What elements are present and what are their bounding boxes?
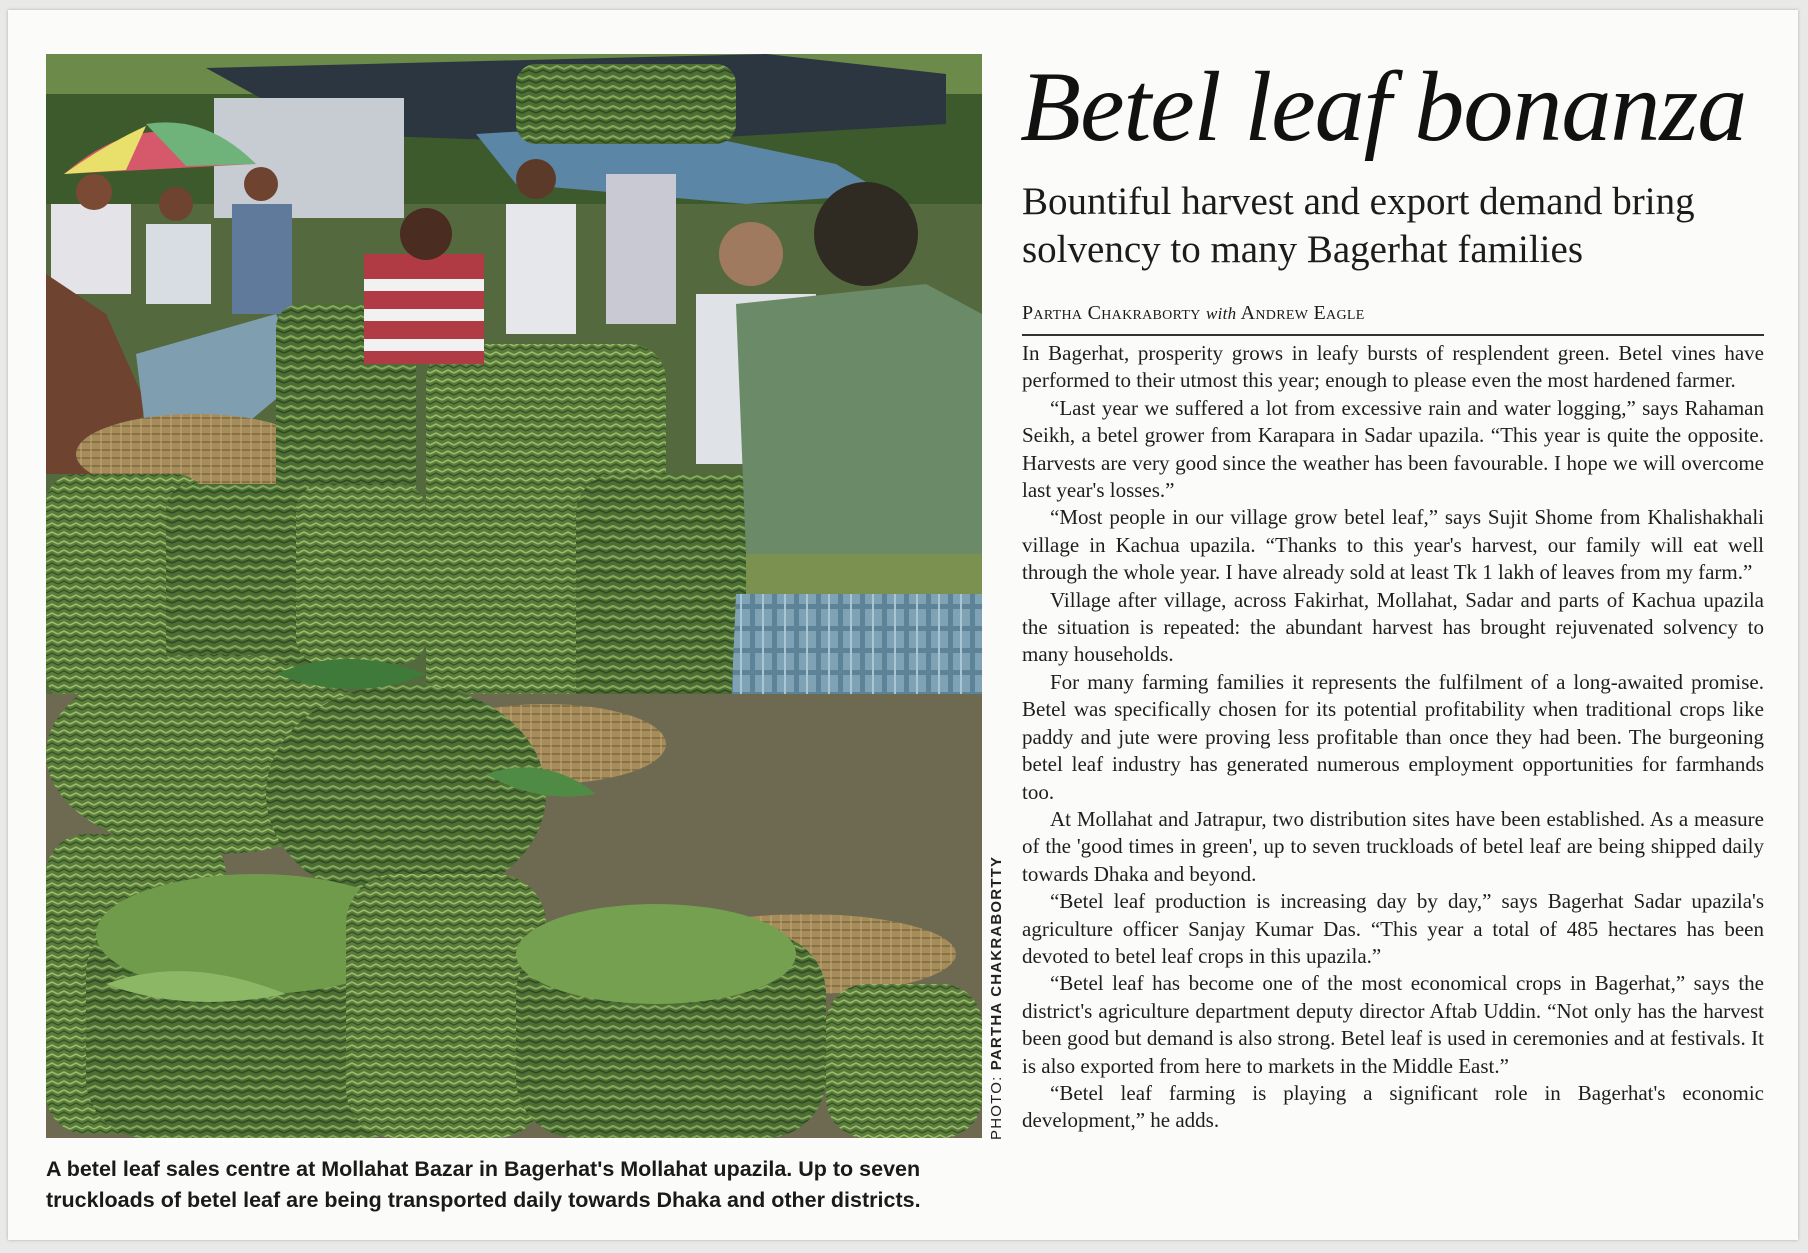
photo-caption: A betel leaf sales centre at Mollahat Bazar in Bagerhat's Mollahat upazila. Up to seven truckloads of betel leaf are being transported daily towards Dhaka and other districts. (46, 1157, 921, 1212)
article-headline: Betel leaf bonanza (1020, 51, 1747, 162)
byline-author: Partha Chakraborty (1022, 302, 1201, 324)
article-paragraph: Village after village, across Fakirhat, Mollahat, Sadar and parts of Kachua upazila the situation is repeated: the abundant harvest has brought rejuvenated solvency to many households. (1022, 587, 1764, 667)
article-paragraph: “Betel leaf farming is playing a significant role in Bagerhat's economic development,” he adds. (1022, 1080, 1764, 1133)
photo-credit (988, 855, 1008, 1140)
newspaper-page (8, 10, 1798, 1240)
photo-credit-prefix: PHOTO: (988, 1075, 1005, 1140)
photo-credit-name: PARTHA CHAKRABORTTY (988, 855, 1005, 1071)
byline-coauthor: Andrew Eagle (1240, 302, 1365, 324)
article-paragraph: “Most people in our village grow betel leaf,” says Sujit Shome from Khalishakhali village in Kachua upazila. “Thanks to this year's harvest, our family will eat well through the whole year. I have already sold at least Tk 1 lakh of leaves from my farm.” (1022, 505, 1764, 585)
byline-connector: with (1205, 304, 1237, 323)
article-paragraph: “Last year we suffered a lot from excessive rain and water logging,” says Rahaman Seikh, a betel grower from Karapara in Sadar upazila. “This year is quite the opposite. Harvests are very good since the weather has been favourable. I hope we will overcome last year's losses.” (1022, 395, 1764, 503)
article-paragraph: “Betel leaf has become one of the most economical crops in Bagerhat,” says the district's agriculture department deputy director Aftab Uddin. “Not only has the harvest been good but demand is also strong. Betel leaf is used in ceremonies and at festivals. It is also exported from here to markets in the Middle East.” (1022, 971, 1764, 1078)
article-body (1022, 340, 1764, 1135)
article-subheadline: Bountiful harvest and export demand bring solvency to many Bagerhat families (1022, 180, 1695, 271)
byline-rule (1022, 334, 1764, 336)
byline (1022, 302, 1762, 325)
article-paragraph: For many farming families it represents the fulfilment of a long-awaited promise. Betel was specifically chosen for its potential profitability when traditional crops like paddy and jute were proving less profitable than once they had been. The burgeoning betel leaf industry has generated numerous employment opportunities for farmhands too. (1022, 669, 1764, 804)
article-paragraph: At Mollahat and Jatrapur, two distribution sites have been established. As a measure of the 'good times in green', up to seven truckloads of betel leaf are being shipped daily towards Dhaka and beyond. (1022, 806, 1764, 886)
article-paragraph: “Betel leaf production is increasing day by day,” says Bagerhat Sadar upazila's agriculture officer Sanjay Kumar Das. “This year a total of 485 hectares has been devoted to betel leaf crops in this upazila.” (1022, 889, 1764, 968)
article-paragraph: In Bagerhat, prosperity grows in leafy bursts of resplendent green. Betel vines have performed to their utmost this year; enough to please even the most hardened farmer. (1022, 341, 1764, 393)
market-photo (46, 54, 982, 1138)
betel-market-illustration (46, 54, 982, 1138)
